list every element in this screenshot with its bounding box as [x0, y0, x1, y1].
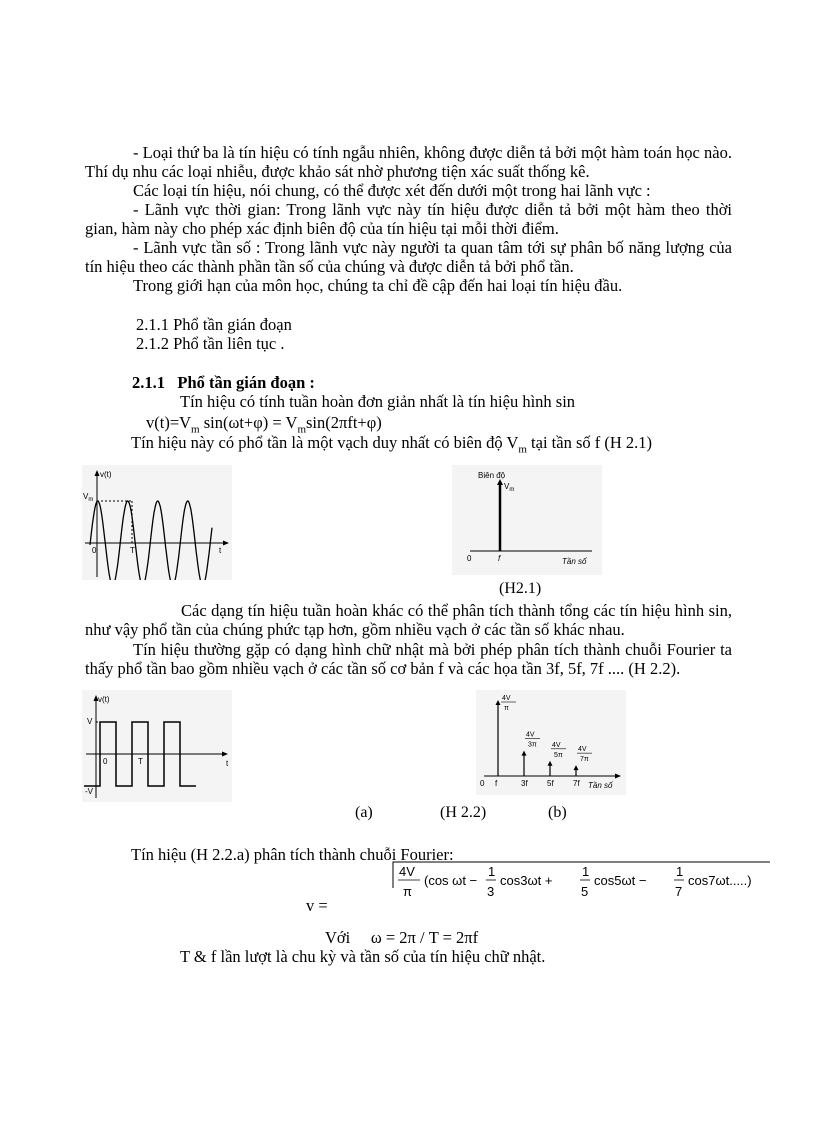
- fourier-formula: [390, 858, 770, 904]
- paragraph-square-wave: Tín hiệu thường gặp có dạng hình chữ nhật mà bởi phép phân tích thành chuỗi Fourier ta thấy phổ tần bao gồm nhiều vạch ở các tần số cơ bản f và các họa tần 3f, 5f, 7f .... (H 2.2).: [85, 640, 732, 678]
- final-line: T & f lần lượt là chu kỳ và tần số của tín hiệu chữ nhật.: [180, 947, 546, 966]
- section-title: Phổ tần gián đoạn :: [177, 373, 315, 392]
- figure-background: [82, 690, 232, 802]
- harmonic-amplitude-numerator: 4V: [552, 741, 561, 749]
- sine-wave-figure: [82, 465, 232, 580]
- positive-level-label: V: [87, 717, 93, 726]
- fourier-intro: Tín hiệu (H 2.2.a) phân tích thành chuỗi Fourier:: [131, 845, 454, 864]
- formula-sine-part: v(t)=V: [146, 413, 192, 432]
- sine-spectrum-figure: [452, 465, 602, 575]
- term-1: (cos ωt −: [424, 873, 478, 888]
- harmonic-amplitude-denominator: 5π: [554, 751, 563, 759]
- spectrum-text-part: Tín hiệu này có phổ tần là một vạch duy nhất có biên độ V: [131, 433, 519, 452]
- period-label: T: [138, 757, 143, 766]
- harmonic-amplitude-denominator: 7π: [580, 756, 589, 764]
- x-axis-label: Tần số: [562, 557, 587, 566]
- paragraph-other-periodic: Các dạng tín hiệu tuần hoàn khác có thể phân tích thành tổng các tín hiệu hình sin, như vậy phổ tần của chúng phức tạp hơn, gồm nhiều vạch ở các tần số khác nhau.: [85, 601, 732, 639]
- harmonic-frequency-label: f: [495, 779, 498, 788]
- formula-sine-part: sin(ωt+φ) = V: [199, 413, 298, 432]
- term-3: cos5ωt −: [594, 873, 647, 888]
- figure-caption-b: (b): [548, 804, 567, 821]
- harmonic-frequency-label: 7f: [573, 779, 580, 788]
- harmonic-amplitude-denominator: π: [504, 705, 509, 712]
- paragraph-frequency-domain: - Lãnh vực tần số : Trong lãnh vực này người ta quan tâm tới sự phân bố năng lượng của tín hiệu theo các thành phần tần số của chúng và được diễn tả bởi phổ tần.: [85, 238, 732, 276]
- square-wave-figure: [82, 690, 232, 802]
- square-spectrum-figure: [476, 690, 626, 795]
- negative-level-label: -V: [85, 787, 93, 796]
- harmonic-frequency-label: 5f: [547, 779, 554, 788]
- paragraph-scope: Trong giới hạn của môn học, chúng ta chỉ đề cập đến hai loại tín hiệu đầu.: [133, 276, 623, 295]
- origin-label: 0: [480, 779, 485, 788]
- section-number: 2.1.1: [132, 373, 165, 392]
- paragraph-time-domain: - Lãnh vực thời gian: Trong lãnh vực này tín hiệu được diễn tả bởi một hàm theo thời gian, hàm này cho phép xác định biên độ của tín hiệu tại mỗi thời điểm.: [85, 200, 732, 238]
- spectrum-line-text: [131, 433, 652, 459]
- fraction-2-den: 5: [581, 884, 589, 899]
- origin-label: 0: [467, 554, 472, 563]
- harmonic-amplitude-numerator: 4V: [526, 731, 535, 739]
- y-axis-label: v(t): [98, 695, 110, 704]
- fourier-lhs: v =: [306, 896, 328, 915]
- spectrum-text-part: tại tần số f (H 2.1): [526, 433, 653, 452]
- coef-numerator: 4V: [399, 864, 415, 879]
- freq-label: f: [498, 554, 501, 563]
- toc-item-continuous: 2.1.2 Phổ tần liên tục .: [136, 334, 285, 353]
- y-axis-label: Biên độ: [478, 471, 506, 480]
- origin-label: 0: [103, 757, 108, 766]
- x-axis-label: t: [226, 759, 229, 768]
- paragraph-domains: Các loại tín hiệu, nói chung, có thể được xét đến dưới một trong hai lãnh vực :: [133, 181, 651, 200]
- figure-caption-h21: (H2.1): [499, 580, 542, 597]
- term-2: cos3ωt +: [500, 873, 553, 888]
- with-expression: ω = 2π / T = 2πf: [370, 928, 479, 947]
- y-axis-label: v(t): [100, 470, 112, 479]
- term-4: cos7ωt.....): [688, 873, 752, 888]
- harmonic-amplitude-numerator: 4V: [578, 746, 587, 754]
- fraction-2-num: 1: [582, 864, 590, 879]
- amplitude-label: $V_m$: [83, 492, 94, 503]
- fraction-1-den: 3: [487, 884, 495, 899]
- x-axis-label: Tần số: [588, 781, 613, 790]
- harmonic-amplitude-numerator: 4V: [502, 695, 511, 702]
- paragraph-random-signal: - Loại thứ ba là tín hiệu có tính ngẫu nhiên, không được diễn tả bởi một hàm toán học nào. Thí dụ nhu các loại nhiễu, được khảo sát nhờ phương tiện xác suất thống kê.: [85, 143, 732, 181]
- fraction-3-den: 7: [675, 884, 683, 899]
- origin-label: 0: [92, 546, 97, 555]
- fraction-3-num: 1: [676, 864, 684, 879]
- figure-caption-a: (a): [355, 804, 373, 821]
- fraction-1-num: 1: [488, 864, 496, 879]
- figure-background: [82, 465, 232, 580]
- with-line: [325, 928, 478, 947]
- harmonic-amplitude-denominator: 3π: [528, 741, 537, 749]
- spectrum-text-sub: m: [518, 443, 527, 456]
- x-axis-label: t: [219, 546, 222, 555]
- harmonic-frequency-label: 3f: [521, 779, 528, 788]
- toc-item-discrete: 2.1.1 Phổ tần gián đoạn: [136, 315, 292, 334]
- intro-sine: Tín hiệu có tính tuần hoàn đơn giản nhất là tín hiệu hình sin: [180, 392, 576, 411]
- with-label: Với: [325, 928, 351, 947]
- formula-sine-sub: m: [297, 423, 306, 436]
- coef-denominator: π: [403, 884, 412, 899]
- formula-sine-sub: m: [191, 423, 200, 436]
- amplitude-label: $V_m$: [504, 482, 515, 493]
- figure-caption-h22: (H 2.2): [440, 804, 487, 821]
- formula-sine-part: sin(2πft+φ): [306, 413, 382, 432]
- period-label: T: [130, 546, 135, 555]
- section-heading: [132, 373, 315, 392]
